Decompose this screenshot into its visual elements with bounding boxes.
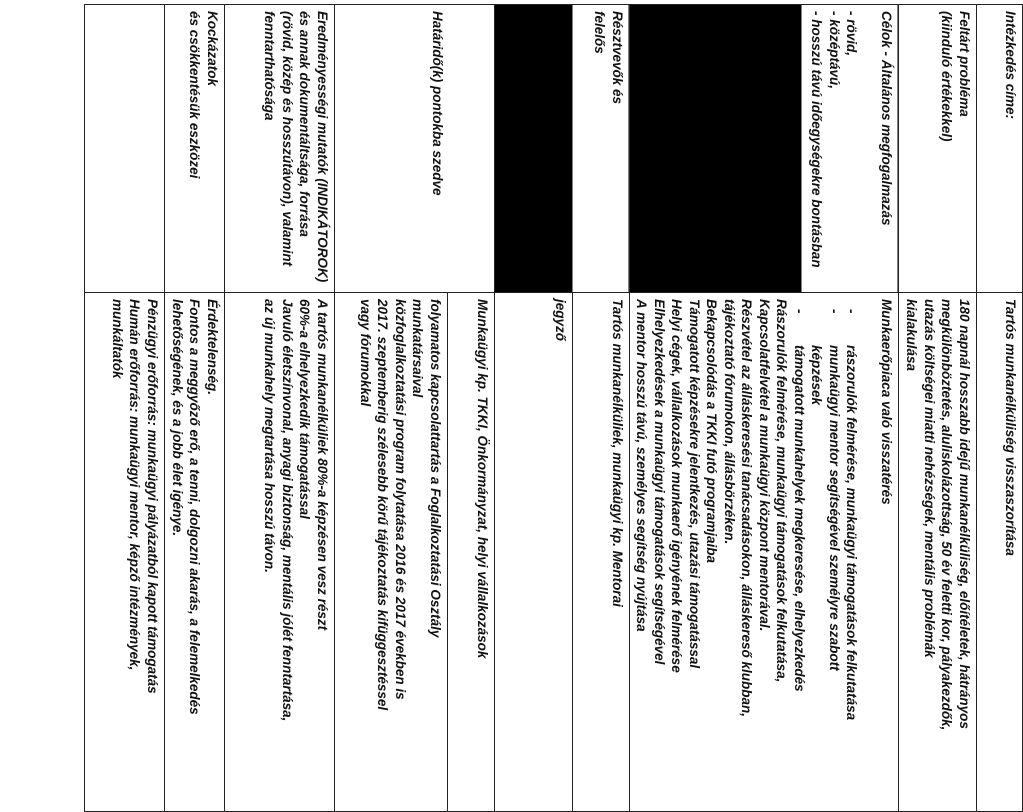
action-plan-table [84, 4, 1023, 812]
content-line: lehetőségének, és a jobb élet igénye. [170, 299, 185, 537]
list-item: - rászorulók felmérése, munkaügyi támogatások felkutatása [843, 309, 861, 805]
content-cell [85, 293, 165, 812]
label-text: Határidő(k) pontokba szedve [430, 11, 445, 196]
content-cell [335, 293, 495, 812]
label-cell [85, 5, 165, 293]
content-line: utazás költségei miatti nehézségek, mentális problémák [922, 299, 937, 658]
content-line: 60%-a elhelyezkedik támogatással [297, 299, 313, 519]
table-row-participants [495, 5, 630, 812]
label-text: - középtávú, [827, 11, 842, 90]
table-row-resources [85, 5, 165, 812]
label-text: fenntarthatósága [262, 11, 278, 121]
content-line: Érdektelenség. [205, 299, 220, 396]
content-cell [630, 293, 899, 812]
content-line: Munkaerőpiaca való visszatérés [879, 299, 894, 505]
label-text: Intézkedés címe: [1003, 11, 1018, 120]
content-cell [495, 293, 630, 812]
label-text: (kiinduló értékekkel) [939, 11, 955, 142]
table-row-deadlines [335, 5, 495, 812]
label-text: felelős [592, 11, 608, 54]
table-row-title [977, 5, 1023, 812]
label-text: Kockázatok [205, 11, 220, 87]
table-row-indicators [225, 5, 335, 812]
label-text: - rövid, [844, 11, 860, 57]
content-line: kialakulása [904, 299, 920, 372]
table-row-risks [165, 5, 225, 812]
content-line: Javuló életszínvonal, anyagi biztonság, mentális jólét fenntartása, [280, 299, 295, 722]
content-line: Rászorulók felmérése, munkaügyi támogatások felkutatása, [774, 299, 790, 683]
label-text: és csökkentésük eszközei [187, 11, 203, 179]
content-line: az új munkahely megtartása hosszú távon. [262, 299, 278, 573]
content-cell [899, 293, 977, 812]
content-line: Elhelyezkedések a munkaügyi támogatások segítségével [652, 299, 667, 665]
table-row-goals [630, 5, 899, 812]
content-line: munkáltatók [110, 299, 125, 379]
content-line: Helyi cégek, vállalkozások munkaerő igényének felmérése [669, 299, 685, 673]
bullet-list [791, 299, 861, 805]
content-line: Bekapcsolódás a TKKI futó programjaiba [704, 299, 720, 564]
label-text: Célok - Általános megfogalmazás [879, 11, 894, 226]
content-line: Tartós munkanélküliség visszaszorítása [1003, 299, 1018, 556]
content-line: 180 napnál hosszabb idejű munkanélküliség, előítéletek, hátrányos [957, 299, 972, 729]
content-line: vagy fórumokkal [358, 299, 373, 407]
label-text: - hosszú távú időegységekre bontásban [809, 11, 825, 268]
content-line: Fontos a meggyőző erő, a tenni, dolgozni akarás, a felemelkedés [187, 299, 203, 715]
content-line: Tartós munkanélküliek, munkaügyi kp. Mentorai [610, 299, 625, 607]
label-text: (rövid, közép és hosszútávon), valamint [280, 11, 295, 267]
content-line: megkülönböztetés, aluliskolázottság, 50 év feletti kor, pályakezdők, [939, 299, 955, 731]
label-text: és annak dokumentáltsága, forrása [297, 11, 313, 237]
content-cell [225, 293, 335, 812]
content-line: Kapcsolatfelvétel a munkaügyi központ mentorával. [757, 299, 772, 632]
content-line: munkatársaival [410, 299, 426, 398]
label-cell [977, 5, 1023, 293]
label-cell [335, 5, 495, 293]
label-text: Feltárt probléma [957, 11, 972, 117]
list-item: - támogatott munkahelyek megkeresése, elhelyezkedés [791, 309, 809, 805]
label-text: Résztvevők és [610, 11, 625, 105]
content-line: A tartós munkanélküliek 80%-a képzésen vesz részt [315, 299, 330, 631]
content-line: Támogatott képzésekre jelentkezés, utazási támogatással [687, 299, 702, 669]
table-row-problem [899, 5, 977, 812]
content-line: A mentor hosszú távú, személyes segítség nyújtása [634, 299, 650, 632]
content-line: Munkaügyi kp. TKKI, Önkormányzat, helyi vállalkozások [475, 299, 490, 659]
content-line: jegyző [553, 299, 568, 342]
label-cell [495, 5, 630, 293]
content-line: Részvétel az álláskeresési tanácsadásokon, álláskereső klubban, [739, 299, 755, 717]
content-line: Pénzügyi erőforrás: munkaügyi pályázatból kapott támogatás [145, 299, 160, 694]
label-text: Eredményességi mutatók (INDIKÁTOROK) [315, 11, 330, 283]
label-cell [165, 5, 225, 293]
content-cell [977, 293, 1023, 812]
content-line: 2017. szeptemberig szélesebb körű tájékoztatás kifüggesztéssel [375, 299, 391, 711]
content-line: Humán erőforrás: munkaügyi mentor, képző intézmények, [127, 299, 143, 671]
label-cell [225, 5, 335, 293]
label-cell [899, 5, 977, 293]
content-line: közfoglalkoztatási program folytatása 2016 és 2017 években is [393, 299, 408, 700]
content-line: folyamatos kapcsolattartás a Foglalkoztatási Osztály [428, 299, 443, 638]
content-line: tájékoztató fórumokon, állásbörzéken. [722, 299, 737, 545]
content-cell [165, 293, 225, 812]
list-item: - munkaügyi mentor segítségével személyre szabott képzések [808, 309, 843, 805]
label-cell [630, 5, 899, 293]
